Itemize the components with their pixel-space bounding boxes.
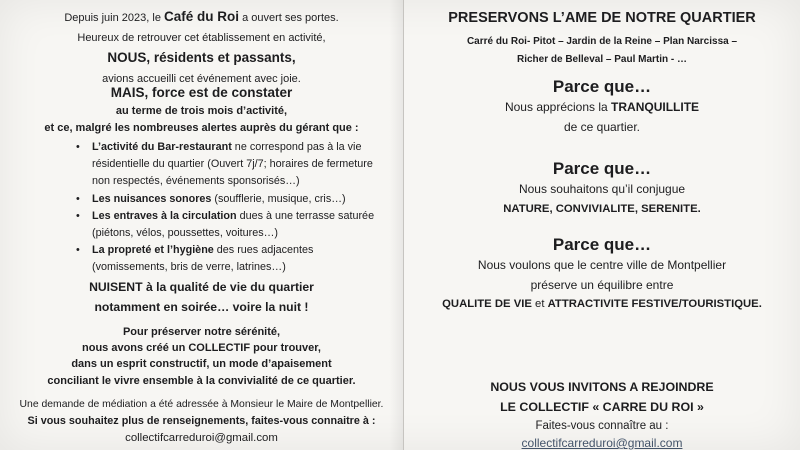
page-fold-shadow <box>389 0 403 450</box>
collective-statement <box>0 324 403 389</box>
contact-email-link[interactable]: collectifcarreduroi@gmail.com <box>521 436 683 450</box>
text-run: QUALITE DE VIE <box>442 298 532 310</box>
right-page-title: PRESERVONS L’AME DE NOTRE QUARTIER <box>448 10 756 26</box>
right-page <box>404 0 800 450</box>
text-line <box>0 48 403 70</box>
text-run: Les nuisances sonores <box>92 192 212 205</box>
text-run: Richer de Belleval – Paul Martin - … <box>516 53 688 65</box>
reason-body <box>404 98 800 137</box>
bullet-icon: • <box>76 192 80 205</box>
mediation-note: Une demande de médiation a été adressée à Monsieur le Maire de Montpellier. <box>19 399 384 410</box>
text-run: a ouvert ses portes. <box>239 12 339 24</box>
text-line <box>0 7 403 29</box>
bullet-icon: • <box>76 244 80 257</box>
nuisance-statement <box>0 277 403 317</box>
reason-heading: Parce que… <box>552 235 652 254</box>
text-line <box>404 398 800 418</box>
text-run: et <box>531 298 548 310</box>
invitation-heading <box>404 378 800 417</box>
text-run: NOUS, résidents et passants, <box>107 50 296 65</box>
text-line <box>0 173 403 190</box>
text-run: Depuis juin 2023, le <box>64 12 164 24</box>
text-line <box>0 82 403 103</box>
text-run: et ce, malgré les nombreuses alertes auprès du gérant que : <box>44 121 359 134</box>
intro-paragraph <box>0 7 403 89</box>
constat-heading <box>0 82 403 136</box>
text-line <box>0 208 403 225</box>
text-line <box>404 295 800 315</box>
reason-body <box>404 256 800 315</box>
text-run: Nous voulons que le centre ville de Montpellier <box>477 258 727 272</box>
reason-heading: Parce que… <box>552 77 652 96</box>
text-run: Les entraves à la circulation <box>92 209 237 222</box>
text-run: LE COLLECTIF « CARRE DU ROI » <box>500 399 704 414</box>
contact-instruction: Si vous souhaitez plus de renseignements, faites-vous connaitre à : <box>27 415 376 427</box>
text-run: Carré du Roi- Pitot – Jardin de la Reine – Plan Narcissa – <box>466 36 738 47</box>
text-run: ne correspond pas à la vie <box>231 141 362 153</box>
text-line <box>0 103 403 120</box>
text-line <box>404 180 800 200</box>
text-run: (soufflerie, musique, cris…) <box>211 192 346 205</box>
invitation-block <box>404 378 800 450</box>
reason-section-3 <box>404 233 800 315</box>
text-run: des rues adjacentes <box>213 244 314 257</box>
text-run: (vomissements, bris de verre, latrines…) <box>92 261 286 274</box>
text-line <box>0 191 403 208</box>
text-run: Heureux de retrouver cet établissement en activité, <box>77 31 326 44</box>
grievances-list <box>0 139 403 277</box>
text-line <box>0 156 403 173</box>
contact-instruction-right: Faites-vous connaître au : <box>535 420 669 432</box>
text-line <box>404 256 800 276</box>
text-run: Café du Roi <box>164 9 240 24</box>
text-run: dues à une terrasse saturée <box>236 209 375 222</box>
text-run: notamment en soirée… voire la nuit ! <box>94 300 309 314</box>
reason-section-1 <box>404 75 800 137</box>
text-line <box>0 139 403 156</box>
text-run: NOUS VOUS INVITONS A REJOINDRE <box>490 380 714 394</box>
text-line <box>404 118 800 138</box>
text-run: préserve un équilibre entre <box>530 277 674 292</box>
text-line <box>0 259 403 276</box>
text-line <box>0 120 403 137</box>
text-run: au terme de trois mois d’activité, <box>115 105 288 117</box>
text-line <box>404 51 800 69</box>
text-run: ATTRACTIVITE FESTIVE/TOURISTIQUE. <box>547 298 762 310</box>
text-run: Nous souhaitons qu’il conjugue <box>518 182 686 196</box>
text-line <box>404 200 800 220</box>
text-line <box>0 373 403 389</box>
text-run: conciliant le vivre ensemble à la convivialité de ce quartier. <box>47 374 356 387</box>
text-run: non respectés, événements sponsorisés…) <box>92 175 300 188</box>
text-run: TRANQUILLITE <box>611 100 700 114</box>
text-line <box>0 225 403 242</box>
text-line <box>0 242 403 259</box>
text-run: MAIS, force est de constater <box>110 85 293 100</box>
reason-section-2 <box>404 157 800 219</box>
text-line <box>404 98 800 118</box>
text-line <box>404 276 800 296</box>
bullet-icon: • <box>76 141 80 153</box>
text-run: de ce quartier. <box>563 119 641 134</box>
text-run: résidentielle du quartier (Ouvert 7j/7; horaires de fermeture <box>92 158 373 171</box>
neighborhoods-subtitle <box>404 33 800 68</box>
text-line <box>0 297 403 317</box>
text-line <box>0 277 403 297</box>
text-run: Nous apprécions la <box>504 100 612 114</box>
bullet-icon: • <box>76 209 80 222</box>
text-line <box>0 29 403 49</box>
text-line <box>404 33 800 51</box>
reason-body <box>404 180 800 219</box>
text-run: avions accueilli cet événement avec joie. <box>102 72 301 85</box>
text-run: L’activité du Bar-restaurant <box>92 141 232 153</box>
text-run: (piétons, vélos, poussettes, voitures…) <box>92 227 279 240</box>
text-run: Pour préserver notre sérénité, <box>122 326 281 338</box>
text-run: NATURE, CONVIVIALITE, SERENITE. <box>503 202 701 215</box>
text-run: dans un esprit constructif, un mode d’apaisement <box>71 358 332 371</box>
footer-block <box>0 397 403 447</box>
text-run: La propreté et l’hygiène <box>92 244 214 257</box>
contact-email: collectifcarreduroi@gmail.com <box>125 431 278 444</box>
text-run: NUISENT à la qualité de vie du quartier <box>89 280 314 294</box>
text-line <box>0 356 403 372</box>
text-line <box>0 324 403 340</box>
reason-heading: Parce que… <box>552 159 652 178</box>
text-run: nous avons créé un COLLECTIF pour trouver, <box>82 342 321 355</box>
text-line <box>404 378 800 398</box>
text-line <box>0 340 403 356</box>
